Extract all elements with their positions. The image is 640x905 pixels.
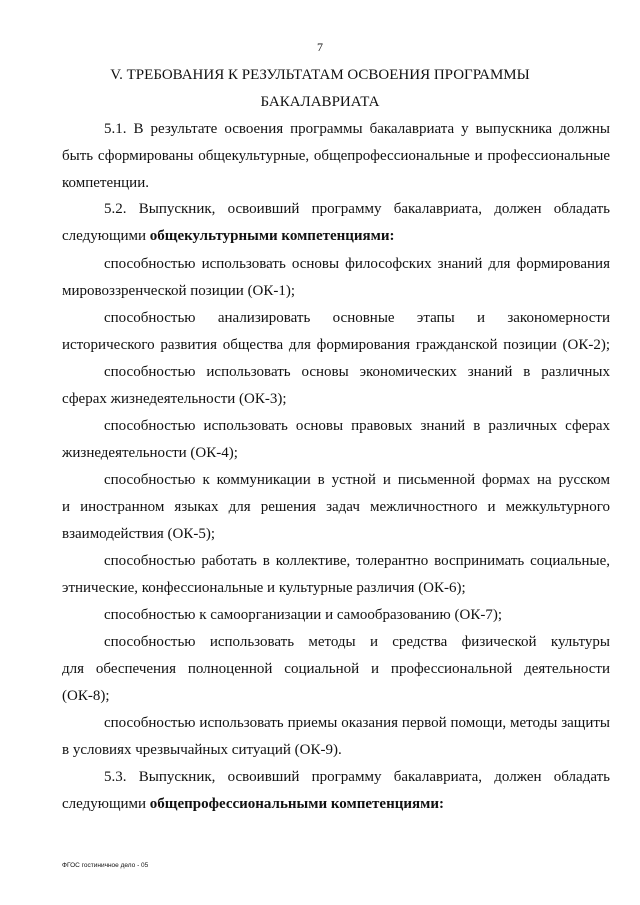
paragraph-line: способностью анализировать основные этапы и закономерности	[104, 310, 610, 326]
text-prefix: следующими	[62, 796, 150, 812]
page-number: 7	[317, 40, 323, 54]
paragraph-line	[62, 794, 610, 814]
paragraph-line	[62, 226, 610, 246]
text-prefix: следующими	[62, 228, 150, 244]
section-title-line-2: БАКАЛАВРИАТА	[260, 94, 380, 110]
paragraph-line: 5.3. Выпускник, освоивший программу бакалавриата, должен обладать	[104, 769, 610, 785]
paragraph-line: способностью использовать основы правовых знаний в различных сферах	[104, 418, 610, 434]
paragraph-line: для обеспечения полноценной социальной и профессиональной деятельности	[62, 661, 610, 677]
paragraph-line: этнические, конфессиональные и культурные различия (ОК-6);	[62, 580, 466, 596]
paragraph-line: способностью использовать приемы оказания первой помощи, методы защиты	[104, 715, 610, 731]
paragraph-line: в условиях чрезвычайных ситуаций (ОК-9).	[62, 742, 342, 758]
paragraph-line: способностью использовать методы и средства физической культуры	[104, 634, 610, 650]
bold-term: общепрофессиональными компетенциями:	[149, 796, 444, 812]
paragraph-line: способностью использовать основы философских знаний для формирования	[104, 256, 610, 272]
paragraph-line: (ОК-8);	[62, 688, 110, 704]
paragraph-line: мировоззренческой позиции (ОК-1);	[62, 283, 296, 299]
paragraph-line: сферах жизнедеятельности (ОК-3);	[62, 391, 287, 407]
paragraph-line: способностью использовать основы экономических знаний в различных	[104, 364, 610, 380]
footer-note: ФГОС гостиничное дело - 05	[62, 862, 149, 869]
paragraph-line: 5.2. Выпускник, освоивший программу бакалавриата, должен обладать	[104, 201, 610, 217]
paragraph-line: 5.1. В результате освоения программы бакалавриата у выпускника должны	[104, 121, 610, 137]
paragraph-line: исторического развития общества для формирования гражданской позиции (ОК-2);	[62, 337, 610, 353]
paragraph-line: взаимодействия (ОК-5);	[62, 526, 216, 542]
bold-term: общекультурными компетенциями:	[149, 228, 395, 244]
paragraph-line: способностью к коммуникации в устной и письменной формах на русском	[104, 472, 610, 488]
paragraph-line: способностью к самоорганизации и самообразованию (ОК-7);	[104, 607, 503, 623]
paragraph-line: компетенции.	[62, 175, 149, 191]
paragraph-line: и иностранном языках для решения задач межличностного и межкультурного	[62, 499, 610, 515]
section-title-line-1: V. ТРЕБОВАНИЯ К РЕЗУЛЬТАТАМ ОСВОЕНИЯ ПРОГРАММЫ	[110, 67, 530, 83]
paragraph-line: способностью работать в коллективе, толерантно воспринимать социальные,	[104, 553, 610, 569]
paragraph-line: жизнедеятельности (ОК-4);	[62, 445, 238, 461]
paragraph-line: быть сформированы общекультурные, общепрофессиональные и профессиональные	[62, 148, 610, 164]
